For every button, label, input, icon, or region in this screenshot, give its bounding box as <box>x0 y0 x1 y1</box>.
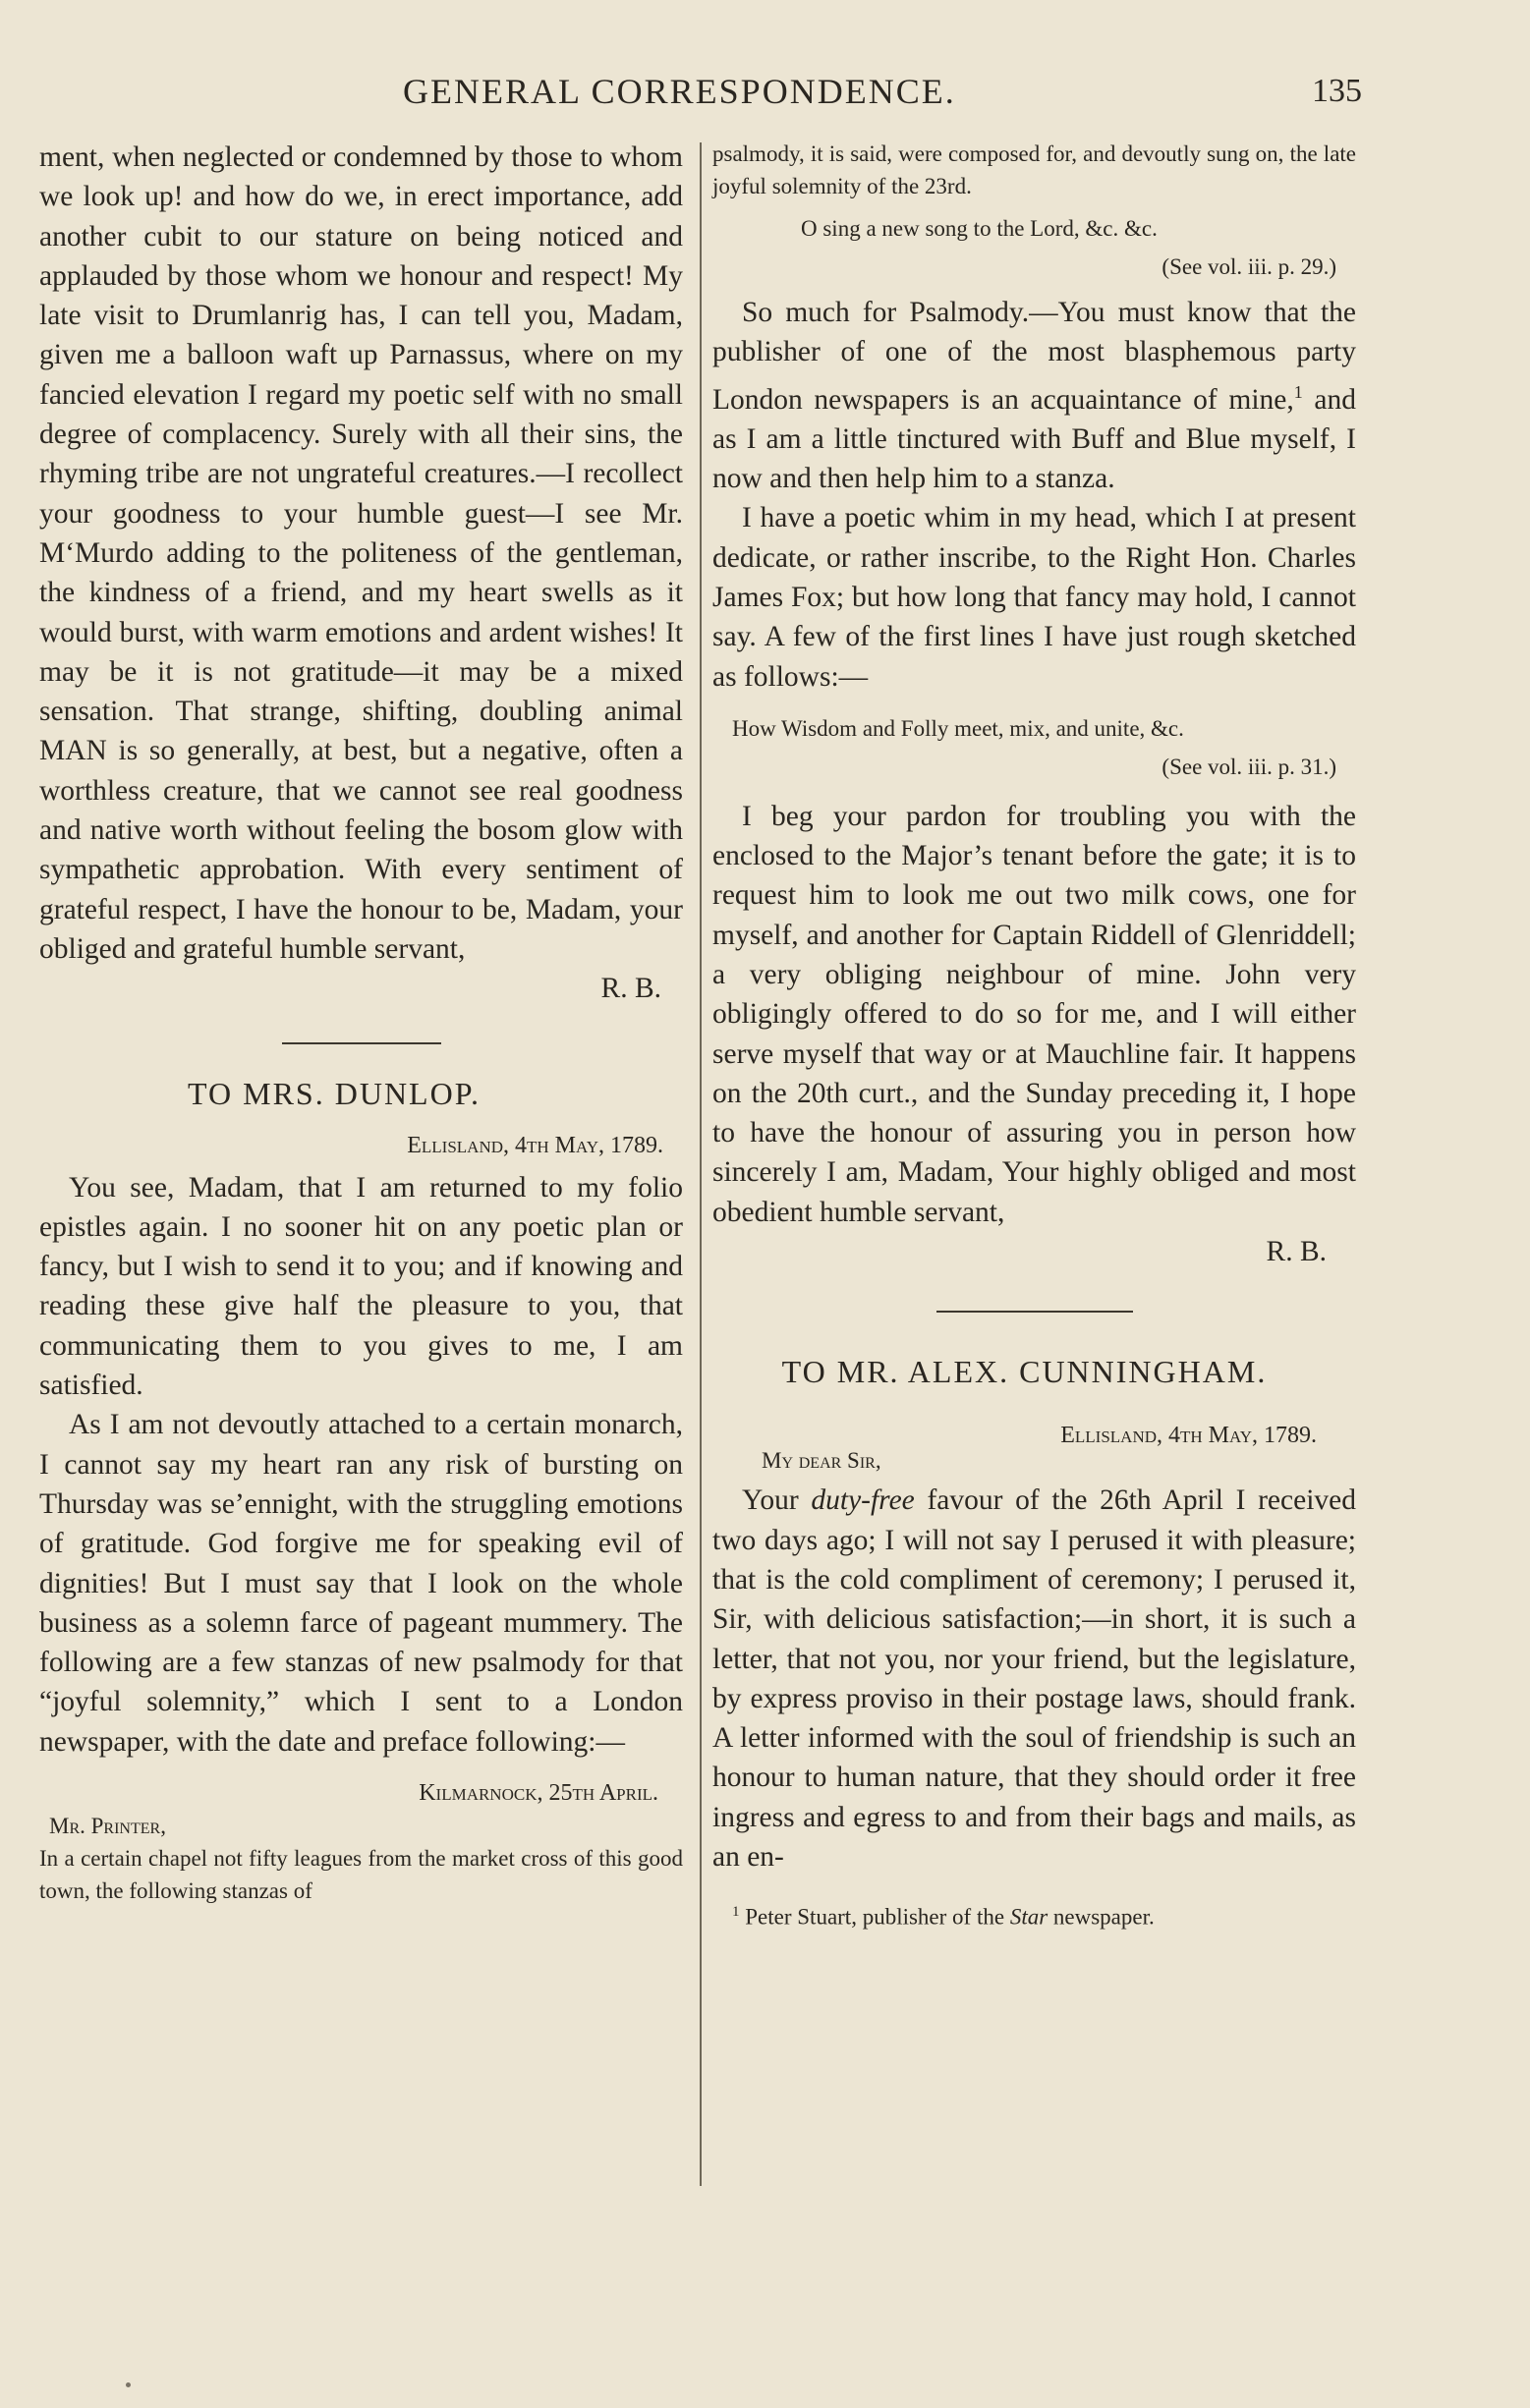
signature: R. B. <box>1266 1236 1327 1268</box>
column-divider <box>700 142 702 2186</box>
footnote-text: Peter Stuart, publisher of the <box>739 1904 1010 1930</box>
left-column <box>39 138 683 1907</box>
quote-text: In a certain chapel not fifty leagues from the market cross of this good town, the following stanzas of <box>39 1845 683 1903</box>
song-line: O sing a new song to the Lord, &c. &c. <box>801 216 1158 241</box>
letter-title: TO MR. ALEX. CUNNINGHAM. <box>781 1354 1268 1390</box>
right-column <box>712 138 1356 1933</box>
poem-line: How Wisdom and Folly meet, mix, and unite, &c. <box>732 715 1184 741</box>
ink-speck <box>126 2382 131 2387</box>
header-title: GENERAL CORRESPONDENCE. <box>403 72 956 111</box>
letter-title: TO MRS. DUNLOP. <box>188 1075 481 1111</box>
footnote-number: 1 <box>732 1904 740 1921</box>
paragraph: You see, Madam, that I am returned to my folio epistles again. I no sooner hit on any poetic plan or fancy, but I wish to send it to you; and if knowing and reading these give half the pleasure to you, that communicating them to you gives to me, I am satisfied. <box>39 1171 683 1402</box>
footnote-text: newspaper. <box>1048 1904 1155 1930</box>
dateline: Ellisland, 4th May, 1789. <box>407 1132 663 1158</box>
footnote-emphasis: Star <box>1009 1904 1048 1930</box>
quote-salutation: Mr. Printer, <box>49 1813 166 1838</box>
signature: R. B. <box>600 973 661 1005</box>
emphasis: duty-free <box>811 1484 915 1517</box>
paragraph-text: Your <box>742 1484 812 1517</box>
paragraph-text: and as I am a little tinctured with Buff and Blue myself, I now and then help him to a stanza. <box>712 383 1357 495</box>
paragraph <box>712 1481 1356 1876</box>
section-divider <box>282 1042 441 1044</box>
song-reference: (See vol. iii. p. 29.) <box>1162 254 1336 279</box>
paragraph-text: So much for Psalmody.—You must know that the publisher of one of the most blasphemous party London newspapers is an acquaintance of mine, <box>712 297 1356 416</box>
salutation: My dear Sir, <box>762 1448 881 1474</box>
quote-continued: psalmody, it is said, were composed for, and devoutly sung on, the late joyful solemnity of the 23rd. <box>712 141 1356 198</box>
page-number: 135 <box>1312 73 1362 109</box>
paragraph: I beg your pardon for troubling you with the enclosed to the Major’s tenant before the gate; it is to request him to look me out two milk cows, one for myself, and another for Captain Riddell of Glenriddell; a very obliging neighbour of mine. John very obligingly offered to do so for me, and I will either serve myself that way or at Mauchline fair. It happens on the 20th curt., and the Sunday preceding it, I hope to have the honour of assuring you in person how sincerely I am, Madam, Your highly obliged and most obedient humble servant, <box>712 800 1356 1228</box>
quote-dateline: Kilmarnock, 25th April. <box>419 1779 658 1806</box>
running-header <box>39 71 1376 120</box>
footnote <box>732 1896 1356 1933</box>
poem-reference: (See vol. iii. p. 31.) <box>1162 754 1336 779</box>
letter-continuation: ment, when neglected or condemned by those to whom we look up! and how do we, in erect importance, add another cubit to our stature on being noticed and applauded by those whom we honour and respect! My late visit to Drumlanrig has, I can tell you, Madam, given me a balloon waft up Parnassus, where on my fancied elevation I regard my poetic self with no small degree of complacency. Surely with all their sins, the rhyming tribe are not ungrateful creatures.—I recollect your goodness to your humble guest—I see Mr. M‘Murdo adding to the politeness of the gentleman, the kindness of a friend, and my heart swells as it would burst, with warm emotions and ardent wishes! It may be it is not gratitude—it may be a mixed sensation. That strange, shifting, doubling animal MAN is so generally, at best, but a negative, often a worthless creature, that we cannot see real goodness and native worth without feeling the bosom glow with sympathetic approbation. With every sentiment of grateful respect, I have the honour to be, Madam, your obliged and grateful humble servant, <box>39 141 683 965</box>
section-divider <box>936 1311 1133 1313</box>
paragraph: I have a poetic whim in my head, which I at present dedicate, or rather inscribe, to the Right Hon. Charles James Fox; but how long that fancy may hold, I cannot say. A few of the first lines I have just rough sketched as follows:— <box>712 502 1356 693</box>
footnote-marker: 1 <box>1293 381 1303 402</box>
paragraph-text: favour of the 26th April I received two days ago; I will not say I perused it with pleasure; that is the cold compliment of ceremony; I perused it, Sir, with delicious satisfaction;—in short, it is such a letter, that not you, nor your friend, but the legislature, by express proviso in their postage laws, should frank. A letter informed with the soul of friendship is such an honour to human nature, that they should order it free ingress and egress to and from their bags and mails, as an en- <box>712 1484 1356 1874</box>
dateline: Ellisland, 4th May, 1789. <box>1060 1423 1317 1449</box>
paragraph <box>712 293 1356 498</box>
paragraph: As I am not devoutly attached to a certain monarch, I cannot say my heart ran any risk of bursting on Thursday was se’ennight, with the struggling emotions of gratitude. God forgive me for speaking evil of dignities! But I must say that I look on the whole business as a solemn farce of pageant mummery. The following are a few stanzas of new psalmody for that “joyful solemnity,” which I sent to a London newspaper, with the date and preface following:— <box>39 1409 683 1758</box>
